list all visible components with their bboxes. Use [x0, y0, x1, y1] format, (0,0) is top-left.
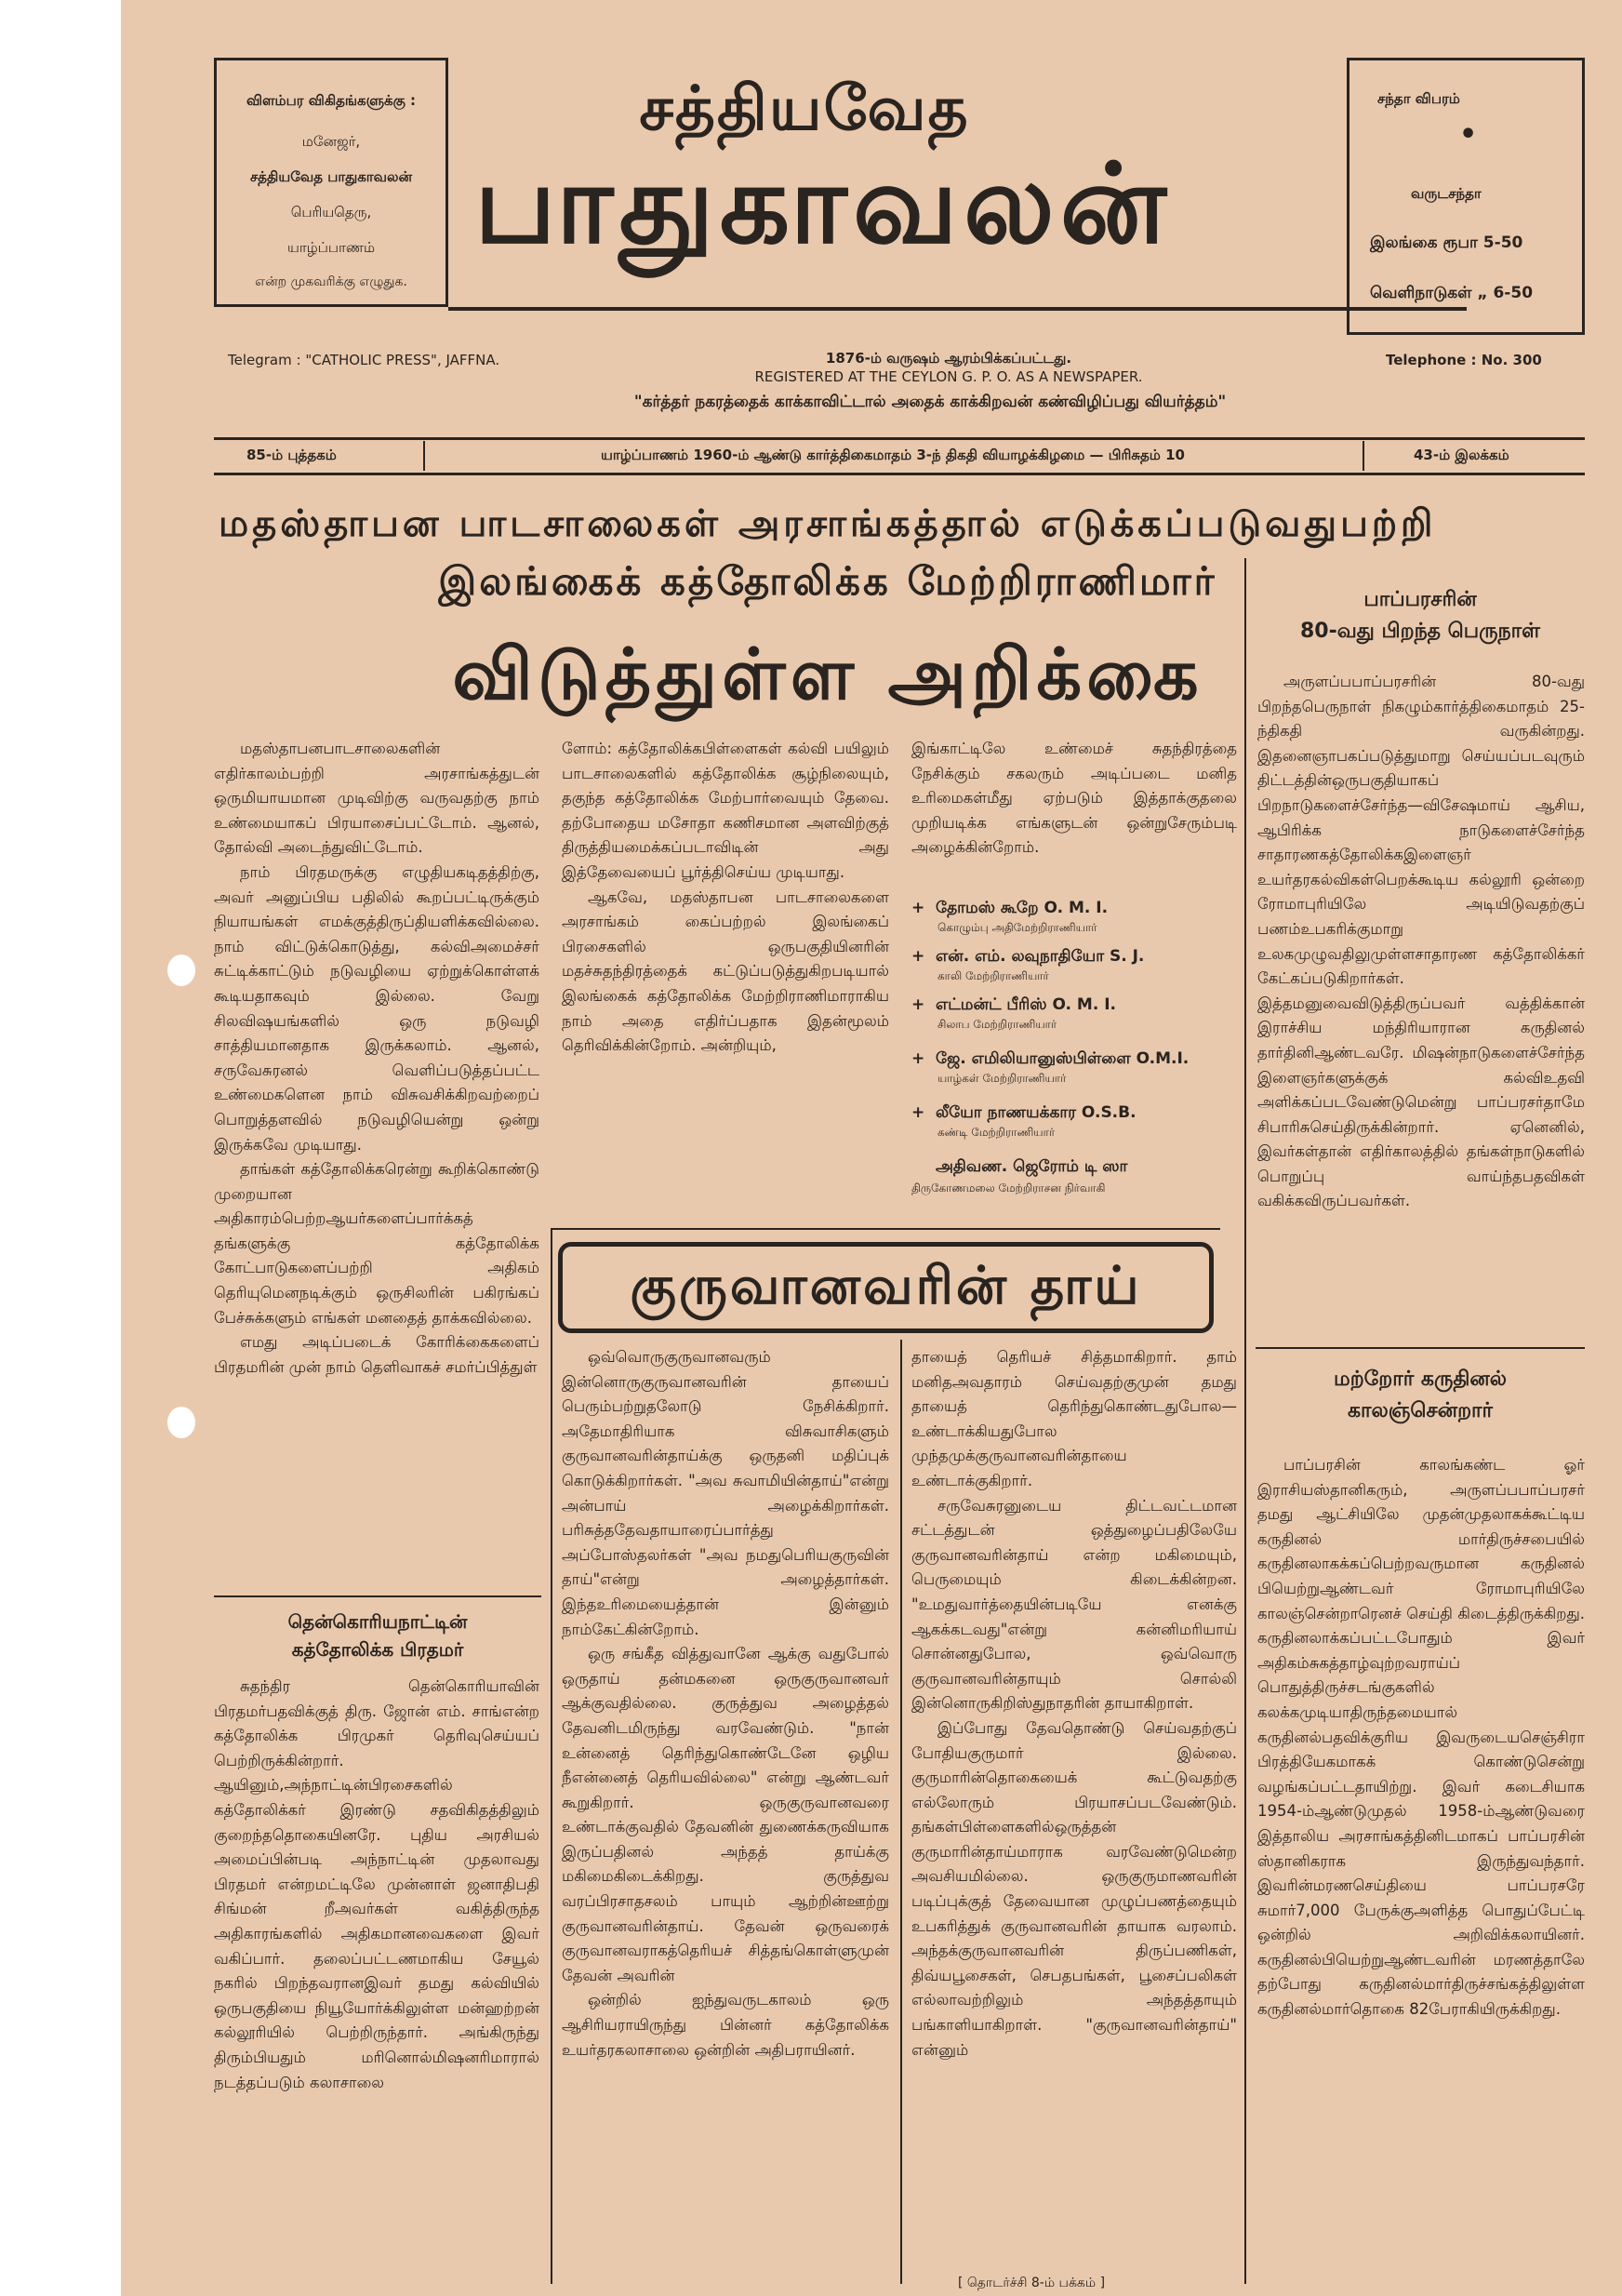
column-rule	[900, 1340, 902, 2284]
paragraph: ஒவ்வொருகுருவானவரும் இன்னொருகுருவானவரின் தாயைப் பெரும்பற்றுதலோடு நேசிக்கிறார். அதேமாதிரியாக விசுவாசிகளும் குருவானவரின்தாய்க்கு ஒருதனி மதிப்புக் கொடுக்கிறார்கள். "அவ சுவாமியின்தாய்"என்று அன்பாய் அழைக்கிறார்கள். பரிசுத்ததேவதாயாரைப்பார்த்து அப்போஸ்தலர்கள் "அவ நமதுபெரியகுருவின் தாய்"என்று அழைத்தார்கள். இந்தஉரிமையைத்தான் இன்னும் நாம்கேட்கின்றோம்.	[562, 1348, 889, 1638]
box-line: வெளிநாடுகள் „ 6-50	[1370, 284, 1534, 302]
paragraph: சருவேசுரனுடைய திட்டவட்டமான சட்டத்துடன் ஒத்துழைப்பதிலேயே குருவானவரின்தாய் என்ற மகிமையும், பெருமையும் கிடைக்கின்றன. "உமதுவார்த்தையின்படியே எனக்கு ஆகக்கடவது"என்று கன்னிமரியாய் சொன்னதுபோல, ஒவ்வொரு குருவானவரின்தாயும் சொல்லி இன்னொருகிறிஸ்துநாதரின் தாயாகிறாள்.	[911, 1496, 1237, 1713]
paragraph: ஒரு சங்கீத வித்துவானே ஆக்கு வதுபோல் ஒருதாய் தன்மகனை ஒருகுருவானவர் ஆக்குவதில்லை. குருத்துவ அழைத்தல் தேவனிடமிருந்து வரவேண்டும். "நான் உன்னைத் தெரிந்துகொண்டேனே ஒழிய நீஎன்னைத் தெரியவில்லை" என்று ஆண்டவர் கூறுகிறார். ஒருகுருவானவரை உண்டாக்குவதில் தேவனின் துணைக்கருவியாக இருப்பதினல் அந்தத் தாய்க்கு மகிமைகிடைக்கிறது. குருத்துவ வரப்பிரசாதசலம் பாயும் ஆற்றின்ஊற்று குருவானவரின்தாய். தேவன் ஒருவரைக் குருவானவராகத்தெரியச் சித்தங்கொள்ளுமுன் தேவன் அவரின்	[562, 1645, 889, 1984]
punch-hole	[167, 1407, 195, 1438]
main-headline-title: விடுத்துள்ள அறிக்கை	[452, 633, 1203, 715]
signatory-title: திருகோணமலை மேற்றிராசன நிர்வாகி	[911, 1181, 1106, 1195]
paragraph: தாயைத் தெரியச் சித்தமாகிறார். தாம் மனிதஅவதாரம் செய்வதற்குமுன் தமது தாயைத் தெரிந்துகொண்டதுபோல— உண்டாக்கியதுபோல முந்தமுக்குருவானவரின்தாயை உண்டாக்குகிறார்.	[911, 1348, 1237, 1489]
telephone-line: Telephone : No. 300	[1386, 352, 1542, 368]
paragraph: ளோம்: கத்தோலிக்கபிள்ளைகள் கல்வி பயிலும் பாடசாலைகளில் கத்தோலிக்க சூழ்நிலையும், தகுந்த கத்தோலிக்க மேற்பார்வையும் தேவை. தற்போதைய மசோதா கணிசமான அளவிற்குத் திருத்தியமைக்கப்படாவிடின் அது இத்தேவையைப் பூர்த்திசெய்ய முடியாது.	[562, 740, 889, 881]
subscription-box	[1347, 58, 1585, 335]
side-article-1-title: பாப்பரசரின் 80-வது பிறந்த பெருநாள்	[1299, 588, 1541, 643]
paragraph: ஒன்றில் ஐந்துவருடகாலம் ஒரு ஆசிரியராயிருந்து பின்னர் கத்தோலிக்க உயர்தரகலாசாலை ஒன்றின் அதிபராயினர்.	[562, 1991, 889, 2059]
paragraph: இப்போது தேவதொண்டு செய்வதற்குப் போதியகுருமார் இல்லை. குருமாரின்தொகையைக் கூட்டுவதற்கு எல்லோரும் பிரயாசப்படவேண்டும். தங்கள்பிள்ளைகளில்ஒருத்தன் குருமாரின்தாய்மாராக வரவேண்டுமென்ற அவசியமில்லை. ஒருகுருமாணவரின் படிப்புக்குத் தேவையான முழுப்பணத்தையும் உபகரித்துக் குருவானவரின் தாயாக வரலாம். அந்தக்குருவானவரின் திருப்பணிகள், திவ்யபூசைகள், செபதபங்கள், பூசைப்பலிகள் எல்லாவற்றிலும் அந்தத்தாயும் பங்காளியாகிறாள். "குருவானவரின்தாய்" என்னும்	[911, 1718, 1237, 2059]
column-rule	[551, 1228, 552, 2284]
signatory-title: கொழும்பு அதிமேற்றிராணியார்	[937, 921, 1097, 934]
issue-date: யாழ்ப்பாணம் 1960-ம் ஆண்டு கார்த்திகைமாதம் 3-ந் திகதி வியாழக்கிழமை — பிரிசுதம் 10	[601, 447, 1185, 463]
box-line: மனேஜர்,	[301, 133, 361, 150]
box-line: சந்தா விபரம்	[1377, 90, 1460, 107]
main-headline-kicker: மதஸ்தாபன பாடசாலைகள் அரசாங்கத்தால் எடுக்கப்படுவதுபற்றி	[219, 502, 1437, 545]
registered-line: REGISTERED AT THE CEYLON G. P. O. AS A NEWSPAPER.	[754, 368, 1143, 385]
column-rule	[1244, 558, 1246, 2284]
main-article-column-3	[911, 737, 1237, 886]
dot-mark: •	[1459, 118, 1478, 151]
paragraph: தாங்கள் கத்தோலிக்கரென்று கூறிக்கொண்டு முறையான அதிகாரம்பெற்றஆயர்களைப்பார்க்கத் தங்களுக்கு கத்தோலிக்க கோட்பாடுகளைப்பற்றி அதிகம் தெரியுமெனநடிக்கும் ஒருசிலரின் பகிரங்கப் பேச்சுக்களும் எங்கள் மனதைத் தாக்கவில்லை.	[214, 1160, 539, 1327]
signatory-title: கண்டி மேற்றிராணியார்	[937, 1126, 1056, 1139]
signatory-title: காலி மேற்றிராணியார்	[937, 969, 1049, 982]
paragraph: பாப்பரசின் காலங்கண்ட ஓர் இராசியஸ்தானிகரும், அருளப்பபாப்பரசர் தமது ஆட்சியிலே முதன்முதலாகக்கூட்டிய கருதினல் மார்திருச்சபையில் கருதினலாகக்கப்பெற்றவருமான கருதினல் பியெற்றுஆண்டவர் ரோமாபுரியிலே காலஞ்சென்றாரெனச் செய்தி கிடைத்திருக்கிறது. கருதினலாக்கப்பட்டபோதும் இவர் அதிகம்சுகத்தாழ்வுற்றவராய்ப் பொதுத்திருச்சடங்குகளில் கலக்கமுடியாதிருந்தமையால் கருதினல்பதவிக்குரிய இவருடையசெஞ்சிரா பிரத்தியேகமாகக் கொண்டுசென்று வழங்கப்பட்டதாயிற்று. இவர் கடைசியாக 1954-ம்ஆண்டுமுதல் 1958-ம்ஆண்டுவரை இத்தாலிய அரசாங்கத்தினிடமாகப் பாப்பரசின் ஸ்தானிகராக இருந்துவந்தார். இவரின்மரணசெய்தியை பாப்பரசரே சுமார்7,000 பேருக்குஅளித்த பொதுப்பேட்டி ஒன்றில் அறிவிக்கலாயினர். கருதினல்பியெற்றுஆண்டவரின் மரணத்தாலே தற்போது கருதினல்மார்திருச்சங்கத்திலுள்ள கருதினல்மார்தொகை 82பேராகியிருக்கிறது.	[1257, 1456, 1585, 2019]
center-article-column-2	[911, 1345, 1237, 2266]
center-article-column-1	[562, 1345, 889, 2266]
side-article-2-body	[1257, 1453, 1585, 2272]
paragraph: ஆகவே, மதஸ்தாபன பாடசாலைகளை அரசாங்கம் கைப்பற்றல் இலங்கைப் பிரசைகளில் ஒருபகுதியினரின் மதச்சுதந்திரத்தைக் கட்டுப்படுத்துகிறபடியால் இலங்கைக் கத்தோலிக்க மேற்றிராணிமாராகிய நாம் அதை எதிர்ப்பதாக இதன்மூலம் தெரிவிக்கின்றோம். அன்றியும்,	[562, 888, 889, 1055]
paragraph: இங்காட்டிலே உண்மைச் சுதந்திரத்தை நேசிக்கும் சகலரும் அடிப்படை மனித உரிமைகள்மீது ஏற்படும் இத்தாக்குதலை முறியடிக்க எங்களுடன் ஒன்றுசேரும்படி அழைக்கின்றோம்.	[911, 740, 1237, 857]
side-article-2-title: மற்றோர் கருதினல் காலஞ்சென்றார்	[1333, 1368, 1507, 1422]
masthead-main-title: பாதுகாவலன்	[474, 140, 1173, 268]
section-rule	[1256, 1347, 1585, 1349]
center-article-title: குருவானவரின் தாய்	[558, 1242, 1214, 1333]
issue-number: 43-ம் இலக்கம்	[1414, 447, 1509, 463]
date-bar-top-rule	[214, 437, 1585, 440]
signatory-title: யாழ்கள் மேற்றிராணியார்	[937, 1072, 1067, 1085]
signatory: + தோமஸ் கூறே O. M. I.	[911, 899, 1109, 917]
box-line: என்ற முகவரிக்கு எழுதுக.	[255, 274, 407, 289]
main-headline-subtitle: இலங்கைக் கத்தோலிக்க மேற்றிராணிமார்	[438, 558, 1217, 604]
punch-hole	[167, 954, 195, 986]
newspaper-page	[121, 0, 1622, 2296]
signatory: + எட்மன்ட் பீரிஸ் O. M. I.	[911, 995, 1117, 1014]
box-line: விளம்பர விகிதங்களுக்கு :	[246, 92, 417, 109]
ad-rates-box	[214, 58, 448, 307]
paragraph: மதஸ்தாபனபாடசாலைகளின் எதிர்காலம்பற்றி அரசாங்கத்துடன் ஒருமியாயமான முடிவிற்கு வருவதற்கு நாம் உண்மையாகப் பிரயாசைப்பட்டோம். ஆனல், தோல்வி அடைந்துவிட்டோம்.	[214, 740, 539, 857]
volume-number: 85-ம் புத்தகம்	[246, 447, 337, 463]
date-bar-divider	[1363, 441, 1364, 471]
signatory: + ஜே. எமிலியானுஸ்பிள்ளை O.M.I.	[911, 1049, 1190, 1068]
signatory-title: சிலாப மேற்றிராணியார்	[937, 1018, 1057, 1031]
side-article-1-body	[1257, 670, 1585, 1330]
masthead-top-title: சத்தியவேத	[639, 73, 970, 144]
section-rule	[214, 1595, 541, 1597]
telegram-line: Telegram : "CATHOLIC PRESS", JAFFNA.	[228, 352, 500, 368]
box-line: பெரியதெரு,	[290, 204, 372, 220]
continued-note: [ தொடர்ச்சி 8-ம் பக்கம் ]	[958, 2276, 1106, 2290]
established-line: 1876-ம் வருஷம் ஆரம்பிக்கப்பட்டது.	[825, 350, 1072, 367]
paragraph: எமது அடிப்படைக் கோரிக்கைகளைப் பிரதமரின் முன் நாம் தெளிவாகச் சமர்ப்பித்துள்	[214, 1333, 539, 1376]
signatory: + லீயோ நாணயக்கார O.S.B.	[911, 1103, 1137, 1122]
box-line: சத்தியவேத பாதுகாவலன்	[249, 168, 413, 185]
left-article-body	[214, 1675, 539, 2279]
paragraph: அருளப்பபாப்பரசரின் 80-வது பிறந்தபெருநாள் நிகழும்கார்த்திகைமாதம் 25-ந்திகதி வருகின்றது. இதனைஞாபகப்படுத்துமாறு செய்யப்படவுரும் திட்டத்தின்ஒருபகுதியாகப் பிறநாடுகளைச்சேர்ந்த—விசேஷமாய் ஆசிய, ஆபிரிக்க நாடுகளைச்சேர்ந்த சாதாரணகத்தோலிக்கஇளைஞர் உயர்தரகல்விகள்பெறக்கூடிய கல்லூரி ஒன்றை ரோமாபுரியிலே அடியிடுவதற்குப் பணம்உபகரிக்குமாறு உலகமுழுவதிலுமுள்ளசாதாரண கத்தோலிக்கர் கேட்கப்படுகிறார்கள். இத்தமனுவைவிடுத்திருப்பவர் வத்திக்கான் இராச்சிய மந்திரியாரான கருதினல் தார்தினிஆண்டவரே. மிஷன்நாடுகளைச்சேர்ந்த இளைஞர்களுக்குக் கல்விஉதவி அளிக்கப்படவேண்டுமென்று பாப்பரசர்தாமே சிபாரிசுசெய்திருக்கின்றார். ஏனெனில், இவர்கள்தான் எதிர்காலத்தில் தங்கள்நாடுகளில் பொறுப்பு வாய்ந்தபதவிகள் வகிக்கவிருப்பவர்கள்.	[1257, 673, 1585, 1210]
signatory: + என். எம். லவுநாதியோ S. J.	[911, 947, 1145, 966]
left-article-title: தென்கொரியநாட்டின் கத்தோலிக்க பிரதமர்	[287, 1610, 468, 1661]
date-bar-bottom-rule	[214, 473, 1585, 475]
box-line: வருடசந்தா	[1411, 185, 1482, 202]
date-bar-divider	[423, 441, 425, 471]
section-rule	[551, 1228, 1220, 1230]
masthead-rule	[448, 307, 1467, 311]
box-line: யாழ்ப்பாணம்	[286, 239, 376, 256]
main-article-column-1	[214, 737, 539, 1574]
motto-line: "கர்த்தர் நகரத்தைக் காக்காவிட்டால் அதைக் காக்கிறவன் கண்விழிப்பது வியர்த்தம்"	[633, 393, 1227, 411]
signatory: அதிவண. ஜெரோம் டி ஸா	[936, 1157, 1128, 1176]
paragraph: நாம் பிரதமருக்கு எழுதியகடிதத்திற்கு, அவர் அனுப்பிய பதிலில் கூறப்பட்டிருக்கும் நியாயங்கள் எமக்குத்திருப்தியளிக்கவில்லை. நாம் விட்டுக்கொடுத்து, கல்விஅமைச்சர் சுட்டிக்காட்டும் நடுவழியை ஏற்றுக்கொள்ளக் கூடியதாகவும் இல்லை. வேறு சிலவிஷயங்களில் ஒரு நடுவழி சாத்தியமானதாக இருக்கலாம். ஆனல், சருவேசுரனல் வெளிப்படுத்தப்பட்ட உண்மைகளென நாம் விசுவசிக்கிறவற்றைப் பொறுத்தளவில் நடுவழியென்று ஒன்று இருக்கவே முடியாது.	[214, 862, 539, 1154]
box-line: இலங்கை ரூபா 5-50	[1370, 234, 1523, 252]
paragraph: சுதந்திர தென்கொரியாவின் பிரதமர்பதவிக்குத் திரு. ஜோன் எம். சாங்என்ற கத்தோலிக்க பிரமுகர் தெரிவுசெய்யப் பெற்றிருக்கின்றார். ஆயினும்,அந்நாட்டின்பிரசைகளில் கத்தோலிக்கர் இரண்டு சதவிகிதத்திலும் குறைந்ததொகையினரே. புதிய அரசியல் அமைப்பின்படி அந்நாட்டின் முதலாவது பிரதமர் என்றமட்டிலே முன்னாள் ஜனாதிபதி சிங்மன் றீஅவர்கள் வகித்திருந்த அதிகாரங்களில் அதிகமானவைகளை இவர் வகிப்பார். தலைப்பட்டணமாகிய சேயூல் நகரில் பிறந்தவரானஇவர் தமது கல்வியில் ஒருபகுதியை நியூயோர்க்கிலுள்ள மன்ஹற்றன் கல்லூரியில் பெற்றிருந்தார். அங்கிருந்து திரும்பியதும் மரினொல்மிஷனரிமாரால் நடத்தப்படும் கலாசாலை	[214, 1677, 539, 2091]
main-article-column-2	[562, 737, 889, 1202]
